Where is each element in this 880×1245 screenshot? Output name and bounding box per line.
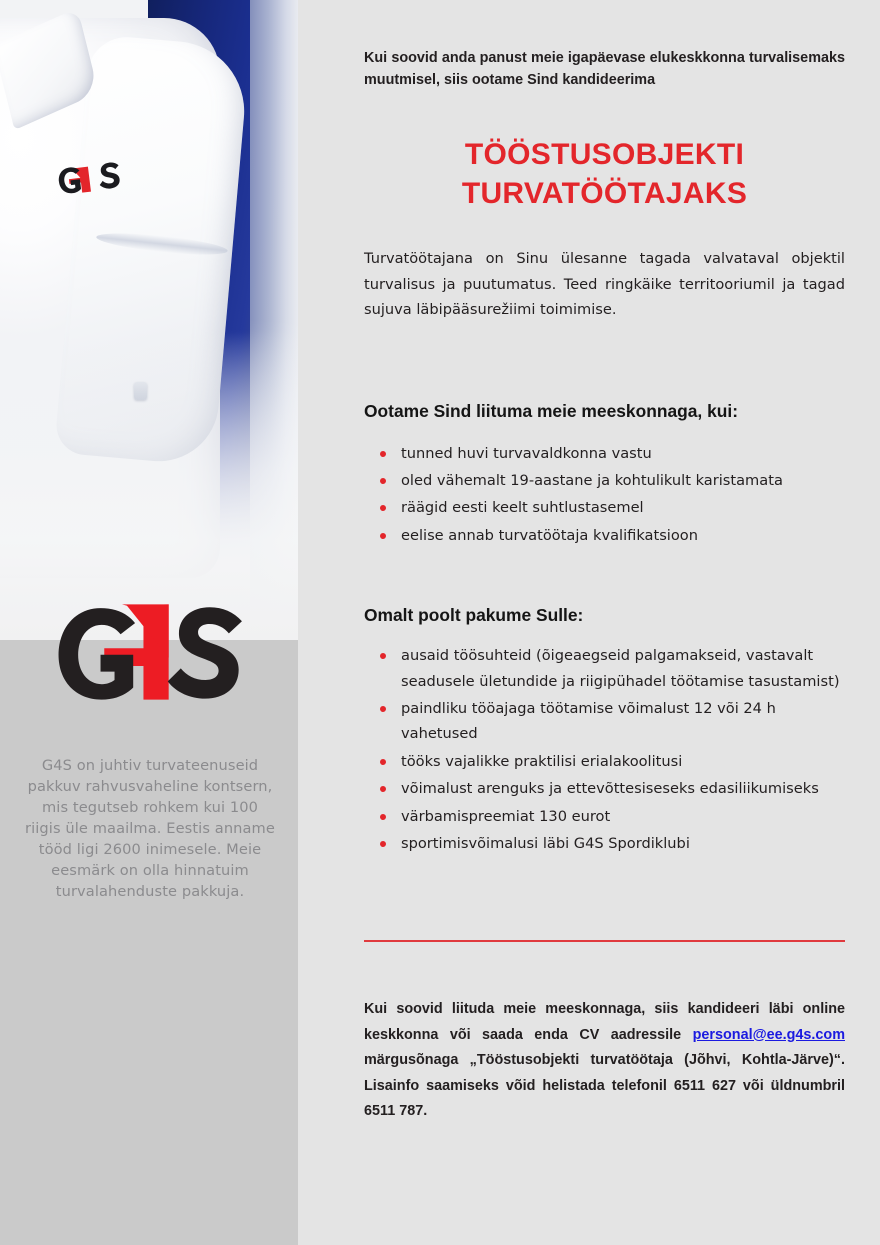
job-title-line-1: TÖÖSTUSOBJEKTI bbox=[464, 138, 745, 171]
job-title-line-2: TURVATÖÖTAJAKS bbox=[461, 177, 748, 210]
list-item: tööks vajalikke praktilisi erialakoolitusi bbox=[364, 749, 845, 774]
photo-fade-overlay bbox=[0, 330, 298, 640]
footer-text-after-email: märgusõnaga „Tööstusobjekti turvatöötaja (Jõhvi, Kohtla-Järve)“. Lisainfo saamiseks võid helistada telefonil 6511 627 või üldnumbril 6511 787. bbox=[364, 1052, 845, 1120]
footer-text-before-email: Kui soovid liituda meie meeskonnaga, siis kandideeri läbi online keskkonna või saada enda CV aadressile bbox=[364, 1001, 845, 1043]
list-item: eelise annab turvatöötaja kvalifikatsioon bbox=[364, 523, 845, 548]
list-item: paindliku tööajaga töötamise võimalust 12 või 24 h vahetused bbox=[364, 696, 845, 747]
list-item: ausaid töösuhteid (õigeaegseid palgamakseid, vastavalt seadusele ületundide ja riigipühadel töötamise tasustamist) bbox=[364, 643, 845, 694]
requirements-heading: Ootame Sind liituma meie meeskonnaga, kui: bbox=[364, 400, 739, 421]
job-description: Turvatöötajana on Sinu ülesanne tagada valvataval objektil turvalisus ja puutumatus. Teed ringkäike territooriumil ja tagad sujuva läbipääsurežiimi toimimise. bbox=[364, 250, 845, 318]
list-item: sportimisvõimalusi läbi G4S Spordiklubi bbox=[364, 831, 845, 856]
list-item: tunned huvi turvavaldkonna vastu bbox=[364, 441, 845, 466]
section-divider bbox=[364, 940, 845, 942]
g4s-logo bbox=[52, 596, 248, 708]
page-title bbox=[364, 135, 845, 213]
list-item: oled vähemalt 19-aastane ja kohtulikult karistamata bbox=[364, 468, 845, 493]
main-content bbox=[298, 0, 880, 1245]
sidebar bbox=[0, 0, 298, 1245]
list-item: võimalust arenguks ja ettevõttesiseseks edasiliikumiseks bbox=[364, 776, 845, 801]
list-item: räägid eesti keelt suhtlustasemel bbox=[364, 495, 845, 520]
g4s-chest-logo-icon bbox=[54, 154, 126, 202]
email-link[interactable]: personal@ee.g4s.com bbox=[692, 1026, 845, 1043]
company-description: G4S on juhtiv turvateenuseid pakkuv rahvusvaheline kontsern, mis tegutseb rohkem kui 100 riigis üle maailma. Eestis anname tööd ligi 2600 inimesele. Meie eesmärk on olla hinnatuim turvalahenduste pakkuja. bbox=[25, 757, 275, 900]
intro-text: Kui soovid anda panust meie igapäevase elukeskkonna turvalisemaks muutmisel, siis ootame Sind kandideerima bbox=[364, 50, 845, 88]
offers-list bbox=[364, 643, 845, 856]
application-instructions bbox=[364, 997, 845, 1125]
security-guard-uniform-photo bbox=[0, 0, 298, 640]
requirements-list bbox=[364, 441, 845, 549]
offers-heading: Omalt poolt pakume Sulle: bbox=[364, 605, 584, 626]
list-item: värbamispreemiat 130 eurot bbox=[364, 804, 845, 829]
